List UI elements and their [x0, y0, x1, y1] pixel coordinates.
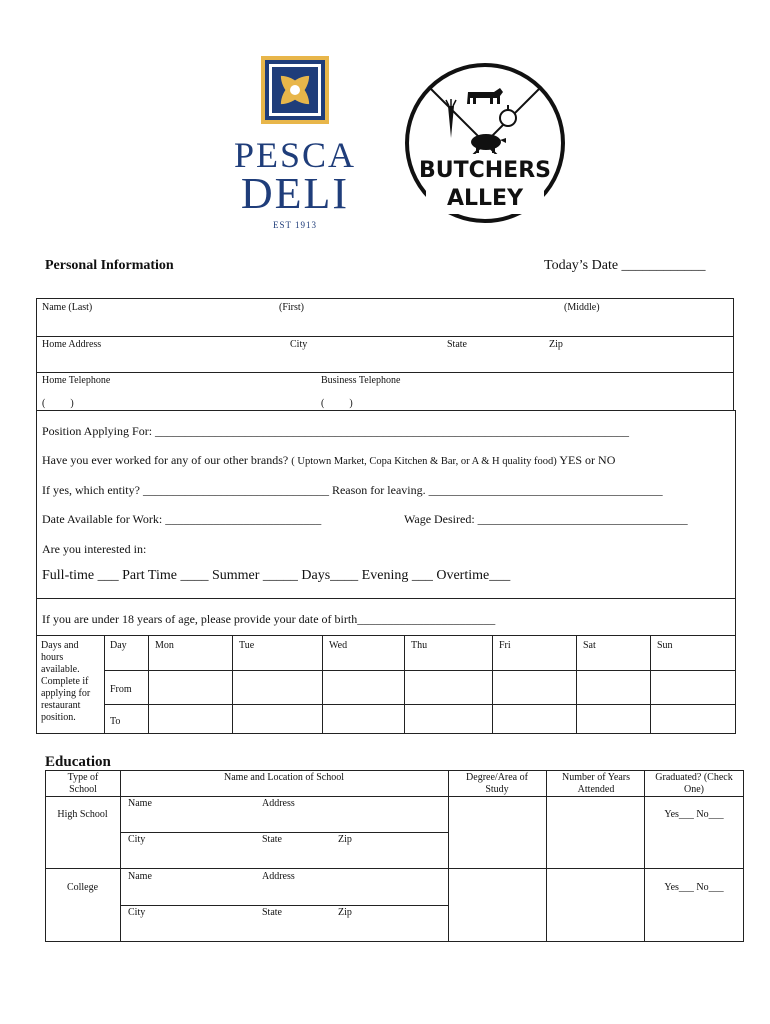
- col-type-of-school: Type of School: [67, 772, 99, 795]
- day-fri: Fri: [499, 640, 511, 651]
- butchers-alley-logo: [404, 62, 566, 224]
- section-title-personal: Personal Information: [45, 258, 174, 273]
- high-school-name-field[interactable]: Name: [128, 798, 152, 809]
- name-last-field[interactable]: Name (Last): [42, 302, 93, 313]
- day-mon: Mon: [155, 640, 174, 651]
- home-telephone-area: ( ): [42, 398, 74, 409]
- business-telephone-field[interactable]: Business Telephone: [321, 375, 401, 386]
- divider: [104, 636, 105, 734]
- row-high-school-type: High School: [57, 809, 108, 820]
- brands-question: [42, 453, 615, 468]
- divider: [45, 868, 744, 869]
- brands-yes-no[interactable]: YES or NO: [559, 453, 616, 467]
- availability-to-label: To: [110, 716, 121, 727]
- dob-field[interactable]: If you are under 18 years of age, please provide your date of birth_______________________: [42, 612, 496, 626]
- high-school-state-field[interactable]: State: [262, 834, 282, 845]
- divider: [45, 796, 744, 797]
- name-first-field[interactable]: (First): [279, 302, 304, 313]
- divider: [120, 905, 448, 906]
- row-college-type: College: [66, 882, 99, 893]
- zip-field[interactable]: Zip: [549, 339, 563, 350]
- day-sat: Sat: [583, 640, 596, 651]
- college-state-field[interactable]: State: [262, 907, 282, 918]
- city-field[interactable]: City: [290, 339, 308, 350]
- high-school-graduated-check[interactable]: Yes___ No___: [664, 809, 724, 820]
- divider: [36, 336, 734, 337]
- availability-table: [36, 636, 736, 734]
- divider: [148, 636, 149, 734]
- pesca-line2: DELI: [240, 169, 350, 218]
- college-city-field[interactable]: City: [128, 907, 146, 918]
- date-available-field[interactable]: Date Available for Work: __________________________: [42, 512, 322, 526]
- employment-type-options[interactable]: Full-time ___ Part Time ____ Summer _____ Days____ Evening ___ Overtime___: [42, 568, 511, 583]
- pesca-est: EST 1913: [272, 220, 318, 230]
- section-title-education: Education: [45, 754, 111, 770]
- position-applying-field[interactable]: Position Applying For: _______________________________________________________________________________: [42, 424, 630, 438]
- divider: [104, 670, 736, 671]
- day-thu: Thu: [411, 640, 428, 651]
- divider: [492, 636, 493, 734]
- divider: [104, 704, 736, 705]
- todays-date-field[interactable]: Today’s Date ____________: [544, 258, 706, 273]
- wage-desired-field[interactable]: Wage Desired: ___________________________________: [404, 512, 688, 526]
- state-field[interactable]: State: [447, 339, 467, 350]
- home-telephone-field[interactable]: Home Telephone: [42, 375, 111, 386]
- college-graduated-check[interactable]: Yes___ No___: [664, 882, 724, 893]
- pesca-deli-logo: [232, 56, 358, 232]
- day-wed: Wed: [329, 640, 348, 651]
- pesca-tile-icon: [261, 56, 329, 124]
- pesca-line1: PESCA: [233, 135, 357, 175]
- availability-from-label: From: [110, 684, 132, 695]
- butchers-line1: BUTCHERS: [418, 158, 551, 183]
- col-name-location: Name and Location of School: [224, 772, 344, 783]
- college-zip-field[interactable]: Zip: [338, 907, 352, 918]
- divider: [404, 636, 405, 734]
- divider: [120, 832, 448, 833]
- divider: [322, 636, 323, 734]
- col-degree: Degree/Area of Study: [466, 772, 528, 795]
- college-address-field[interactable]: Address: [262, 871, 295, 882]
- name-middle-field[interactable]: (Middle): [564, 302, 600, 313]
- day-tue: Tue: [239, 640, 255, 651]
- divider: [650, 636, 651, 734]
- high-school-city-field[interactable]: City: [128, 834, 146, 845]
- availability-note: Days and hours available. Complete if applying for restaurant position.: [41, 640, 91, 723]
- entity-field[interactable]: If yes, which entity? _______________________________ Reason for leaving. _______________________________________: [42, 483, 663, 497]
- divider: [36, 372, 734, 373]
- interested-label: Are you interested in:: [42, 542, 147, 556]
- college-name-field[interactable]: Name: [128, 871, 152, 882]
- divider: [576, 636, 577, 734]
- home-address-field[interactable]: Home Address: [42, 339, 102, 350]
- high-school-zip-field[interactable]: Zip: [338, 834, 352, 845]
- availability-day-label: Day: [110, 640, 127, 651]
- divider: [36, 598, 736, 599]
- high-school-address-field[interactable]: Address: [262, 798, 295, 809]
- brands-list: ( Uptown Market, Copa Kitchen & Bar, or A & H quality food): [291, 456, 557, 467]
- personal-info-table: [36, 298, 734, 410]
- day-sun: Sun: [657, 640, 673, 651]
- butchers-line2: ALLEY: [446, 186, 524, 211]
- business-telephone-area: ( ): [321, 398, 353, 409]
- col-years: Number of Years Attended: [561, 772, 631, 795]
- divider: [232, 636, 233, 734]
- col-graduated: Graduated? (Check One): [655, 772, 733, 795]
- brands-question-text: Have you ever worked for any of our other brands?: [42, 453, 289, 467]
